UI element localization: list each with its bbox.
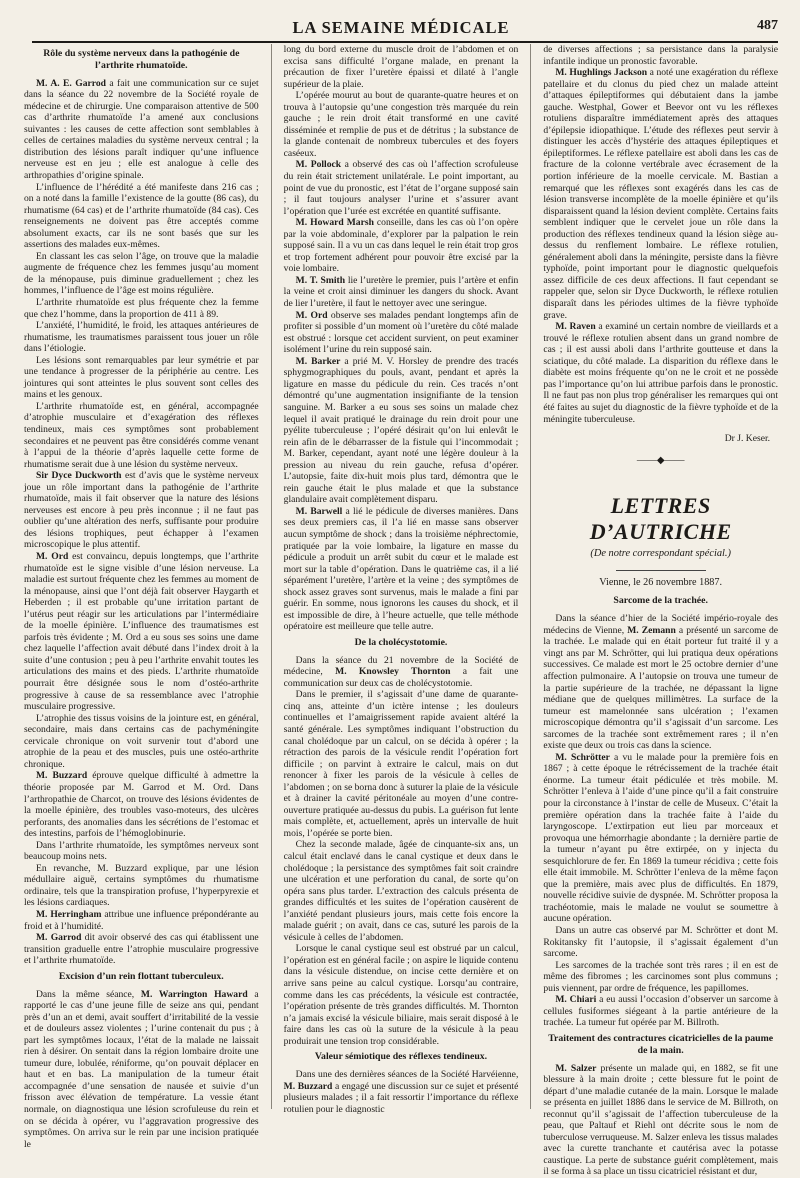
- speaker-name: M. Raven: [555, 321, 596, 333]
- paragraph-text: a vu le malade pour la première fois en 1867 ; à cette époque le rétrécissement de la trachée était énorme. La tumeur était pédiculée et très mobile. M. Schrötter l’enleva à l’aide d’une pince qu’il a fait construire pour la circonstance à l’instar de celle de Museux. C’était la première opération dans la trachée faite à l’aide du laryngoscope. L’extirpation eut lieu par morceaux et provoqua une hémorrhagie abondante ; la dernière partie de la tumeur n’ayant pu être extirpée, on y injecta du sesquichlorure de fer. En 1869 la tumeur récidiva ; cette fois elle était immobile. M. Schrötter l’enleva de la même façon que la première, mais avec plus de difficultés. En 1879, nouvelle récidive suivie de dyspnée. M. Schrötter proposa la trachéotomie, mais le malade ne voulut se soumettre à aucune opération.: [543, 751, 779, 925]
- section-title-contractures: Traitement des contractures cicatricielles de la paume de la main.: [548, 1032, 774, 1056]
- speaker-name: Sir Dyce Duckworth: [36, 470, 122, 482]
- paragraph: [284, 356, 519, 506]
- section-title-cholecystotomie: De la cholécystotomie.: [354, 636, 448, 648]
- paragraph: L’anxiété, l’humidité, le froid, les attaques antérieures de rhumatisme, les traumatismes paraissent tous jouer un rôle dans l’étiologie.: [24, 320, 259, 355]
- speaker-name: M. Barker: [295, 355, 341, 367]
- paragraph: L’arthrite rhumatoïde est plus fréquente chez la femme que chez l’homme, dans la proportion de 411 à 89.: [24, 296, 259, 320]
- paragraph: Les sarcomes de la trachée sont très rares ; il en est de même des fibromes ; les carcinomes sont plus communs ; puis viennent, par ordre de fréquence, les papillomes.: [543, 959, 779, 994]
- paragraph-text: a présenté un sarcome de la trachée. Le malade qui en était porteur fut traité il y a vingt ans par M. Schrötter, qui lui pratiqua deux opérations successives. Ce malade est mort le 25 octobre dernier d’une affection pulmonaire. A l’autopsie on trouva une tumeur de la partie supérieure de la trachée, ne dépassant la ligne médiane que de quelques millimètres. La surface de la tumeur est mamelonnée sans ulcération ; l’examen microscopique démontra qu’il s’agissait d’un sarcome. Les sarcomes de la trachée sont extrêmement rares ; il n’en existe que deux ou trois cas dans la science.: [543, 624, 779, 752]
- paragraph: L’opérée mourut au bout de quarante-quatre heures et on trouva à l’autopsie qu’une congestion très marquée du rein gauche ; le rein droit était transformé en une cavité disséminée et remplie de pus et de détritus ; la substance de la glande contenait de nombreux tubercules et des foyers caséeux.: [283, 90, 519, 159]
- speaker-name: M. Schrötter: [555, 751, 610, 763]
- paragraph: Dans l’arthrite rhumatoïde, les symptômes nerveux sont beaucoup moins nets.: [24, 839, 259, 863]
- section-title-sarcome: Sarcome de la trachée.: [613, 595, 708, 607]
- speaker-name: M. A. E. Garrod: [36, 77, 106, 89]
- paragraph-text: a fait une communication sur deux cas de cholécystotomie.: [283, 666, 519, 689]
- paragraph-text: a fait une communication sur ce sujet dans la séance du 22 novembre de la Société royale de médecine et de chirurgie. Une comparaison attentive de 500 cas d’arthrite rhumatoïde l’a amené aux conclusions suivantes : les causes de cette affection sont semblables à celles de certaines maladies du système nerveux central ; la distribution des lésions paraît indiquer qu’une influence nerveuse est en jeu ; elle est analogue à celle des arthropathies d’origine spinale.: [24, 77, 259, 181]
- speaker-name: M. Salzer: [555, 1062, 597, 1074]
- paragraph: de diverses affections ; sa persistance dans la paralysie infantile indique un pronostic favorable.: [543, 44, 779, 67]
- paragraph-text: a lié le pédicule de diverses manières. Dans ses deux premiers cas, il l’a lié en masse sans observer aucun symptôme de shock ; dans la troisième néphrectomie, pratiquée par la voie lombaire, la ligature en masse du pédicule a produit un arrêt subit du cœur et le malade est mort sur la table d’opération. Dans le quatrième cas, il a lié séparément l’uretère, l’artère et la veine ; des symptômes de shock assez graves sont survenus, mais le malade a fini par guérir. En somme, nous ignorons les causes du shock, et il est impossible de dire, à l’heure actuelle, que telle méthode opératoire est meilleure que telle autre.: [283, 505, 519, 633]
- paragraph: [284, 310, 519, 356]
- column-right: [543, 44, 779, 1178]
- paragraph: [24, 470, 259, 551]
- journal-title: LA SEMAINE MÉDICALE: [292, 18, 510, 37]
- paragraph: [543, 67, 778, 321]
- paragraph: [284, 655, 519, 690]
- page-number: 487: [757, 18, 778, 33]
- paragraph-text: lie l’uretère le premier, puis l’artère et enfin la veine et croit ainsi diminuer les dangers du shock. Avant de lier l’uretère, il faut le nettoyer avec une seringue.: [283, 274, 519, 310]
- header-rule: [32, 41, 778, 43]
- paragraph-text: a observé des cas où l’affection scrofuleuse du rein était strictement unilatérale. Le point important, au point de vue du pronostic, est l’état de l’organe supposé sain ; il faut toujours analyser l’urine et s’assurer avant l’opération que l’urée est excrétée en quantité suffisante.: [283, 159, 519, 217]
- paragraph-text: a examiné un certain nombre de vieillards et a trouvé le réflexe rotulien absent dans un grand nombre de cas ; il est aussi aboli dans l’arthrite goutteuse et dans la sciatique, du côté malade. La disparition du réflexe dans le diabète est moins fréquente qu’on ne le croit et ne possède pas l’importance qu’on lui attribue parfois dans le pronostic. Il ne faut pas non plus trop généraliser les remarques qui ont été faites au sujet du diagnostic de la fièvre typhoïde et de la méningite tuberculeuse.: [543, 321, 779, 425]
- speaker-name: M. Barwell: [295, 505, 343, 517]
- paragraph: [284, 1069, 519, 1115]
- speaker-name: M. Ord: [36, 551, 69, 563]
- paragraph-text: observe ses malades pendant longtemps afin de profiter si possible d’un moment où l’uretère du côté malade est obstrué : lorsque cet accident survient, on peut examiner isolément l’urine du rein supposé sain.: [283, 309, 519, 356]
- speaker-name: M. Herringham: [36, 908, 102, 920]
- speaker-name: M. Chiari: [555, 994, 597, 1006]
- speaker-name: M. Knowsley Thornton: [335, 666, 451, 678]
- speaker-name: M. Howard Marsh: [295, 217, 374, 229]
- paragraph: long du bord externe du muscle droit de l’abdomen et on excisa sans difficulté l’organe malade, en prenant la précaution de fixer l’uretère épaissi et dilaté à l’angle supérieur de la plaie.: [283, 44, 519, 90]
- paragraph-text: est convaincu, depuis longtemps, que l’arthrite rhumatoïde est le signe visible d’une lésion nerveuse. La maladie est surtout fréquente chez les femmes au moment de la ménopause, ainsi que l’ont déjà fait observer Haygarth et Heberden ; il est probable qu’une irritation partant de l’utérus peut réagir sur les articulations par l’intermédiaire de la moelle épinière. L’influence des traumatismes est parfois très évidente ; M. Ord a eu sous ses soins une dame chez laquelle l’affection avait débuté dans l’index droit à la suite d’une contusion ; peu à peu l’arthrite envahit toutes les articulations des mains et des pieds. L’arthrite rhumatoïde pourrait être désignée sous le nom d’ostéo-arthrite progressive à cause de sa ressemblance avec l’atrophie musculaire progressive.: [24, 551, 259, 713]
- column-divider: [271, 44, 272, 1109]
- dateline: Vienne, le 26 novembre 1887.: [599, 577, 723, 589]
- speaker-name: M. Ord: [295, 309, 328, 321]
- paragraph-text: a rapporté le cas d’une jeune fille de seize ans qui, pendant près d’un an et demi, avait souffert d’irritabilité de la vessie et de douleurs assez violentes ; l’urine contenait du pus ; à part les symptômes locaux, l’état de la malade ne laissait rien à désirer. On sentait dans la région lombaire droite une tumeur dure, lobulée, réniforme, qu’on pouvait déplacer en haut et en bas. La manipulation de la tumeur était accompagnée d’une sensation de nausée et suivie d’un frisson avec élévation de température. La vessie étant normale, on diagnostiqua une lésion scrofuleuse du rein et on se décida à opérer, vu l’aggravation progressive des symptômes. On arriva sur le rein par une incision pratiquée le: [24, 988, 259, 1150]
- paragraph-text: éprouve quelque difficulté à admettre la théorie proposée par M. Garrod et M. Ord. Dans l’arthropathie de Charcot, on trouve des lésions évidentes de la moelle épinière, des troubles vaso-moteurs, des ulcères perforants, des anomalies dans les sécrétions de l’estomac et des intestins, parfois de l’hémoglobinurie.: [24, 770, 259, 840]
- paragraph: [284, 275, 519, 310]
- speaker-name: M. Zemann: [627, 624, 676, 636]
- paragraph: L’influence de l’hérédité a été manifeste dans 216 cas ; on a noté dans la famille l’existence de la goutte (86 cas), du rhumatisme (64 cas) et de l’arthrite rhumatoïde (84 cas). Ces renseignements ne doivent pas être acceptés comme absolument exacts, car ils ne sont basés que sur les assertions des malades eux-mêmes.: [24, 181, 259, 251]
- author-signature: Dr J. Keser.: [724, 433, 771, 445]
- paragraph-text: attribue une influence prépondérante au froid et à l’humidité.: [24, 908, 259, 932]
- paragraph-text: conseille, dans les cas où l’on opère par la voie abdominale, d’explorer par la palpation le rein supposé sain. Il a vu un cas dans lequel le rein était trop gros et trop fortement adhérent pour pouvoir être excisé par la voie lombaire.: [283, 217, 519, 275]
- running-header: [24, 0, 778, 44]
- short-rule: [616, 570, 706, 571]
- paragraph: [24, 551, 259, 713]
- paragraph: Dans un autre cas observé par M. Schrötter et dont M. Rokitansky fit l’autopsie, il s’agissait également d’un sarcome.: [543, 925, 779, 960]
- paragraph: Lorsque le canal cystique seul est obstrué par un calcul, l’opération est en général facile ; on aspire le liquide contenu dans la vésicule distendue, on incise cette dernière et on arrive sans peine au calcul cystique. Lorsqu’au contraire, comme dans les cas précédents, la vésicule est contractée, l’opération présente de très grandes difficultés. M. Thornton n’a jamais excisé la vésicule biliaire, mais serait disposé à le faire dans les cas où la suture de la vésicule à la peau produirait une tension trop considérable.: [283, 943, 519, 1047]
- paragraph: [24, 989, 259, 1151]
- paragraph-text: Dans la séance du 21 novembre de la Société de médecine,: [283, 654, 519, 678]
- paragraph: Les lésions sont remarquables par leur symétrie et par une tendance à progresser de la périphérie au centre. Les jointures qui sont atteintes le plus souvent sont celles des mains et les genoux.: [24, 354, 259, 401]
- paragraph: [24, 932, 259, 967]
- speaker-name: M. Hughlings Jackson: [555, 67, 648, 79]
- paragraph-text: a engagé une discussion sur ce sujet et présenté plusieurs malades ; il a fait ressortir l’importance du réflexe rotulien pour le diagnostic: [283, 1080, 519, 1115]
- paragraph: [543, 994, 778, 1029]
- paragraph: [284, 217, 519, 275]
- paragraph: En revanche, M. Buzzard explique, par une lésion médullaire aiguë, certains symptômes du rhumatisme ordinaire, tels que la transpiration profuse, l’hyperpyrexie et les lésions cardiaques.: [24, 862, 259, 909]
- paragraph-text: Dans une des dernières séances de la Société Harvéienne,: [295, 1069, 519, 1081]
- speaker-name: M. Buzzard: [36, 770, 88, 782]
- speaker-name: M. T. Smith: [295, 274, 346, 286]
- paragraph: [24, 770, 259, 839]
- paragraph: [24, 78, 259, 182]
- paragraph: L’atrophie des tissus voisins de la jointure est, en général, secondaire, mais dans certains cas de pachyméningite cervicale chronique on voit survenir tout d’abord une atrophie de la peau et des muscles, puis une ostéo-arthrite chronique.: [24, 712, 259, 770]
- paragraph: [284, 506, 519, 633]
- paragraph: Chez la seconde malade, âgée de cinquante-six ans, un calcul était enclavé dans le canal cystique et deux dans le cholédoque ; la persistance des symptômes fait soit craindre une ulcération et une perforation du canal, de sorte qu’on opéra sans plus tarder. L’extraction des calculs présenta de grandes difficultés et les suites de l’opération causèrent de l’anxiété pendant plusieurs jours, mais cette fois encore la malade guérit ; on avait, dans ce cas, suturé les parois de la vésicule à celles de l’abdomen.: [283, 839, 519, 943]
- paragraph-text: Dans la séance d’hier de la Société império-royale des médecins de Vienne,: [543, 613, 779, 636]
- paragraph-text: dit avoir observé des cas qui établissent une transition graduelle entre l’atrophie musculaire progressive et l’arthrite rhumatoïde.: [24, 932, 259, 967]
- section-title-arthrite: Rôle du système nerveux dans la pathogénie de l’arthrite rhumatoïde.: [43, 48, 240, 71]
- ornament-divider-icon: ——◆——: [636, 454, 685, 466]
- paragraph-text: a eu aussi l’occasion d’observer un sarcome à cellules fusiformes siégeant à la partie antérieure de la trachée. La tumeur fut opérée par M. Billroth.: [543, 994, 779, 1029]
- section-title-reflexes: Valeur sémiotique des réflexes tendineux.: [314, 1051, 488, 1063]
- letters-title: LETTRES D’AUTRICHE: [589, 492, 732, 545]
- paragraph: [543, 613, 778, 752]
- letters-subtitle: (De notre correspondant spécial.): [590, 547, 731, 559]
- speaker-name: M. Garrod: [36, 932, 82, 944]
- paragraph: En classant les cas selon l’âge, on trouve que la maladie augmente de fréquence chez les femmes jusqu’au moment de la ménopause, puis diminue graduellement ; chez les hommes, l’influence de l’âge est moins régulière.: [24, 250, 259, 297]
- column-divider: [530, 44, 531, 1109]
- paragraph-text: a prié M. V. Horsley de prendre des tracés sphygmographiques du pouls, avant, pendant et après la ligature en masse du pédicule du rein. Ces tracés n’ont démontré qu’une augmentation insignifiante de la tension sanguine. M. Barker a eu sous ses soins un malade chez lequel il avait pratiqué le drainage du rein droit pour une pyélite tuberculeuse ; l’opéré désirait qu’on lui enlevât le rein afin de le débarrasser de la fistule qui l’incommodait ; M. Barker, cependant, ayant noté une légère douleur à la pression au niveau du rein gauche, refusa d’opérer. L’autopsie, faite dix-huit mois plus tard, démontra que le rein gauche était le plus malade et que la substance glandulaire avait complètement disparu.: [283, 355, 519, 506]
- paragraph-text: présente un malade qui, en 1882, se fit une blessure à la main droite ; cette blessure fut le point de départ d’une maladie cutanée de la main. Lorsque le malade se présenta en juillet 1886 dans le service de M. Billroth, on reconnut qu’il s’agissait de l’affection tuberculeuse de la peau, que Paltauf et Riehl ont décrite sous le nom de tuberculose verruqueuse. M. Salzer enleva les tissus malades avec la curette tranchante et cautérisa avec la potasse caustique. La perte de substance guérit complètement, mais il se forma à sa place un tissu cicatriciel résistant et dur,: [543, 1062, 779, 1178]
- paragraph-text: a noté une exagération du réflexe patellaire et du clonus du pied chez un malade atteint d’attaques épileptiformes qui débutaient dans la jambe gauche. Westphal, Gower et Beevor ont vu les réflexes rotuliens disparaître immédiatement après des attaques d’épilepsie idiopathique. L’étude des réflexes peut servir à distinguer les accès d’hystérie des attaques épileptiques et épileptiformes. Le réflexe patellaire est aboli dans les cas de fracture de la colonne vertébrale avec écrasement de la portion inférieure de la moelle cervicale. M. Bastian a remarqué que les réflexes sont exagérés dans les cas de lésion transverse incomplète de la moelle épinière et qu’ils disparaissent quand la lésion devient complète. Certains faits semblent indiquer que le cervelet joue un rôle dans la production des réflexes tendineux quand la lésion siège au-dessus du renflement lombaire. Le réflexe rotulien, généralement aboli dans la méningite, persiste dans la fièvre typhoïde, point important pour le diagnostic quelquefois assez difficile de ces deux affections. Il faut cependant se rappeler que, selon sir Dyce Duckworth, le réflexe rotulien disparaît dans les périodes ultimes de la fièvre typhoïde grave.: [543, 67, 779, 321]
- paragraph: [284, 159, 519, 217]
- column-left: [24, 44, 259, 1150]
- column-middle: [283, 44, 519, 1115]
- paragraph: [24, 909, 259, 932]
- paragraph: [543, 321, 778, 425]
- paragraph-text: Dans la même séance,: [36, 988, 141, 1000]
- paragraph: L’arthrite rhumatoïde est, en général, accompagnée d’atrophie musculaire et d’exagération des réflexes tendineux, mais ces symptômes sont probablement secondaires et ne peuvent pas être considérés comme venant à l’appui de la théorie d’après laquelle cette forme de rhumatisme serait due à une lésion du système nerveux.: [24, 400, 259, 470]
- paragraph: [543, 1063, 778, 1178]
- paragraph: Dans le premier, il s’agissait d’une dame de quarante-cinq ans, atteinte d’un ictère intense ; les douleurs continuelles et l’amaigrissement rapide avaient altéré la santé générale. Les symptômes indiquant l’obstruction du canal cholédoque par un calcul, on se décida à opérer ; la rétraction des parois de la vésicule rendit l’opération fort difficile ; on parvint à extraire le calcul, mais on dut renoncer à fixer les parois de la vésicule à celles de l’abdomen ; on se borna donc à suturer la plaie de la vésicule et à drainer la cavité péritonéale au moyen d’une contre-ouverture pratiquée au-dessus du pubis. La guérison fut lente mais complète, et, actuellement, après un intervalle de huit mois, l’opérée se porte bien.: [283, 689, 519, 839]
- three-column-body: [24, 44, 779, 1178]
- paragraph-text: est d’avis que le système nerveux joue un rôle important dans la pathogénie de l’arthrite rhumatoïde, mais il fait observer que la nature des lésions nerveuses est encore à peu près inconnue ; il ne faut pas oublier qu’une altération des nerfs, suffisante pour produire des lésions trophiques, peut échapper à l’examen microscopique le plus attentif.: [24, 470, 259, 551]
- speaker-name: M. Warrington Haward: [140, 988, 248, 1000]
- paragraph: [543, 752, 778, 925]
- speaker-name: M. Buzzard: [283, 1080, 333, 1092]
- speaker-name: M. Pollock: [295, 159, 342, 171]
- section-title-rein-flottant: Excision d’un rein flottant tuberculeux.: [58, 970, 224, 982]
